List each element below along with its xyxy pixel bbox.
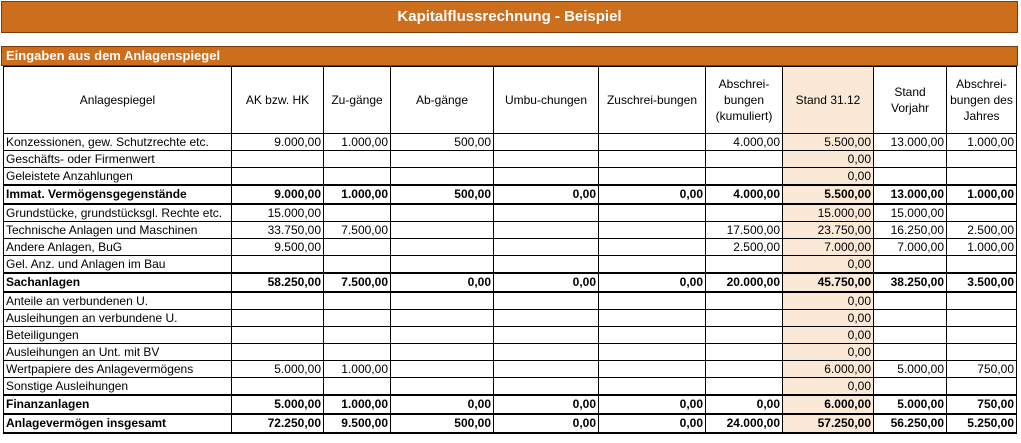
value-cell[interactable] [232, 168, 324, 186]
value-cell[interactable] [324, 327, 391, 344]
value-cell[interactable] [391, 168, 494, 186]
value-cell[interactable] [599, 310, 706, 327]
value-cell[interactable] [391, 344, 494, 361]
value-cell[interactable] [706, 204, 783, 222]
value-cell[interactable]: 57.250,00 [783, 414, 874, 433]
value-cell[interactable] [599, 222, 706, 239]
value-cell[interactable]: 1.000,00 [947, 185, 1017, 204]
value-cell[interactable] [494, 327, 599, 344]
value-cell[interactable]: 5.000,00 [232, 361, 324, 378]
value-cell[interactable] [324, 204, 391, 222]
table-row [4, 134, 1017, 151]
value-cell[interactable] [599, 327, 706, 344]
value-cell[interactable]: 500,00 [391, 134, 494, 151]
value-cell[interactable] [947, 327, 1017, 344]
value-cell[interactable] [706, 361, 783, 378]
row-label-cell[interactable]: Geleistete Anzahlungen [4, 168, 232, 186]
value-cell[interactable]: 0,00 [783, 327, 874, 344]
column-header-cell[interactable]: Anlagespiegel [4, 67, 232, 134]
value-cell[interactable]: 24.000,00 [706, 414, 783, 433]
row-label-cell[interactable]: Grundstücke, grundstücksgl. Rechte etc. [4, 204, 232, 222]
value-cell[interactable] [324, 168, 391, 186]
value-cell[interactable]: 750,00 [947, 395, 1017, 414]
value-cell[interactable] [494, 344, 599, 361]
value-cell[interactable]: 7.000,00 [874, 239, 947, 256]
column-header-cell[interactable]: Zuschrei-bungen [599, 67, 706, 134]
value-cell[interactable] [232, 344, 324, 361]
value-cell[interactable]: 0,00 [783, 168, 874, 186]
value-cell[interactable] [599, 204, 706, 222]
asset-schedule-table [3, 66, 1017, 434]
value-cell[interactable]: 6.000,00 [783, 395, 874, 414]
value-cell[interactable] [494, 361, 599, 378]
subtotal-row [4, 185, 1017, 204]
value-cell[interactable]: 0,00 [783, 151, 874, 168]
value-cell[interactable]: 0,00 [494, 395, 599, 414]
row-label-cell[interactable]: Wertpapiere des Anlagevermögens [4, 361, 232, 378]
value-cell[interactable]: 3.500,00 [947, 273, 1017, 292]
value-cell[interactable]: 72.250,00 [232, 414, 324, 433]
value-cell[interactable] [494, 310, 599, 327]
value-cell[interactable]: 33.750,00 [232, 222, 324, 239]
value-cell[interactable]: 0,00 [783, 344, 874, 361]
value-cell[interactable] [706, 344, 783, 361]
value-cell[interactable]: 5.000,00 [232, 395, 324, 414]
value-cell[interactable]: 5.250,00 [947, 414, 1017, 433]
value-cell[interactable] [599, 378, 706, 396]
value-cell[interactable] [874, 256, 947, 274]
value-cell[interactable] [706, 292, 783, 310]
value-cell[interactable] [947, 292, 1017, 310]
value-cell[interactable]: 7.000,00 [783, 239, 874, 256]
value-cell[interactable]: 4.000,00 [706, 134, 783, 151]
value-cell[interactable] [599, 151, 706, 168]
row-label-cell[interactable]: Anteile an verbundenen U. [4, 292, 232, 310]
value-cell[interactable]: 15.000,00 [874, 204, 947, 222]
value-cell[interactable]: 750,00 [947, 361, 1017, 378]
value-cell[interactable] [391, 292, 494, 310]
value-cell[interactable]: 1.000,00 [947, 134, 1017, 151]
value-cell[interactable] [947, 256, 1017, 274]
value-cell[interactable] [391, 361, 494, 378]
value-cell[interactable] [494, 256, 599, 274]
value-cell[interactable]: 0,00 [783, 292, 874, 310]
value-cell[interactable] [706, 310, 783, 327]
table-row [4, 151, 1017, 168]
value-cell[interactable] [324, 239, 391, 256]
value-cell[interactable]: 17.500,00 [706, 222, 783, 239]
column-header-cell[interactable]: Abschrei-bungen des Jahres [947, 67, 1017, 134]
value-cell[interactable]: 9.000,00 [232, 185, 324, 204]
value-cell[interactable] [391, 310, 494, 327]
value-cell[interactable]: 6.000,00 [783, 361, 874, 378]
value-cell[interactable] [706, 168, 783, 186]
sheet-title: Kapitalflussrechnung - Beispiel [1, 1, 1018, 33]
value-cell[interactable] [232, 310, 324, 327]
value-cell[interactable] [232, 327, 324, 344]
value-cell[interactable] [599, 256, 706, 274]
value-cell[interactable] [391, 239, 494, 256]
table-row [4, 344, 1017, 361]
value-cell[interactable]: 0,00 [599, 273, 706, 292]
value-cell[interactable]: 9.500,00 [232, 239, 324, 256]
value-cell[interactable] [494, 378, 599, 396]
value-cell[interactable]: 7.500,00 [324, 273, 391, 292]
value-cell[interactable]: 9.000,00 [232, 134, 324, 151]
value-cell[interactable] [947, 344, 1017, 361]
value-cell[interactable]: 0,00 [599, 185, 706, 204]
value-cell[interactable] [874, 292, 947, 310]
value-cell[interactable]: 2.500,00 [947, 222, 1017, 239]
value-cell[interactable]: 20.000,00 [706, 273, 783, 292]
column-header-cell[interactable]: Abschrei-bungen (kumuliert) [706, 67, 783, 134]
value-cell[interactable]: 1.000,00 [324, 395, 391, 414]
value-cell[interactable] [599, 344, 706, 361]
value-cell[interactable]: 13.000,00 [874, 134, 947, 151]
value-cell[interactable] [494, 204, 599, 222]
table-row [4, 361, 1017, 378]
row-label-cell[interactable]: Technische Anlagen und Maschinen [4, 222, 232, 239]
column-header-cell[interactable]: Zu-gänge [324, 67, 391, 134]
table-row [4, 310, 1017, 327]
value-cell[interactable] [391, 204, 494, 222]
value-cell[interactable] [706, 256, 783, 274]
value-cell[interactable]: 38.250,00 [874, 273, 947, 292]
table-row [4, 292, 1017, 310]
value-cell[interactable] [494, 134, 599, 151]
value-cell[interactable] [874, 327, 947, 344]
subtotal-row [4, 414, 1017, 433]
table-row [4, 256, 1017, 274]
value-cell[interactable]: 0,00 [494, 414, 599, 433]
value-cell[interactable]: 13.000,00 [874, 185, 947, 204]
value-cell[interactable]: 1.000,00 [324, 185, 391, 204]
column-header-cell[interactable]: Ab-gänge [391, 67, 494, 134]
value-cell[interactable] [947, 151, 1017, 168]
value-cell[interactable]: 15.000,00 [783, 204, 874, 222]
value-cell[interactable] [324, 378, 391, 396]
value-cell[interactable]: 1.000,00 [324, 134, 391, 151]
value-cell[interactable]: 2.500,00 [706, 239, 783, 256]
value-cell[interactable]: 0,00 [391, 395, 494, 414]
value-cell[interactable] [391, 256, 494, 274]
value-cell[interactable] [947, 310, 1017, 327]
value-cell[interactable] [599, 292, 706, 310]
value-cell[interactable] [599, 168, 706, 186]
value-cell[interactable] [391, 327, 494, 344]
row-label-cell[interactable]: Gel. Anz. und Anlagen im Bau [4, 256, 232, 274]
column-header-cell[interactable]: Umbu-chungen [494, 67, 599, 134]
value-cell[interactable] [947, 378, 1017, 396]
table-row [4, 327, 1017, 344]
value-cell[interactable] [232, 151, 324, 168]
value-cell[interactable]: 5.000,00 [874, 361, 947, 378]
value-cell[interactable]: 5.000,00 [874, 395, 947, 414]
value-cell[interactable]: 16.250,00 [874, 222, 947, 239]
value-cell[interactable]: 1.000,00 [324, 361, 391, 378]
row-label-cell[interactable]: Geschäfts- oder Firmenwert [4, 151, 232, 168]
column-header-cell[interactable]: AK bzw. HK [232, 67, 324, 134]
value-cell[interactable]: 0,00 [599, 414, 706, 433]
column-header-cell[interactable]: Stand Vorjahr [874, 67, 947, 134]
value-cell[interactable]: 0,00 [783, 256, 874, 274]
value-cell[interactable] [874, 168, 947, 186]
value-cell[interactable] [324, 256, 391, 274]
value-cell[interactable]: 0,00 [494, 185, 599, 204]
value-cell[interactable]: 5.500,00 [783, 134, 874, 151]
value-cell[interactable] [232, 292, 324, 310]
value-cell[interactable] [874, 344, 947, 361]
value-cell[interactable] [947, 204, 1017, 222]
value-cell[interactable] [874, 378, 947, 396]
section-header: Eingaben aus dem Anlagenspiegel [1, 46, 1018, 66]
value-cell[interactable] [706, 327, 783, 344]
value-cell[interactable]: 0,00 [706, 395, 783, 414]
value-cell[interactable] [391, 151, 494, 168]
value-cell[interactable]: 0,00 [783, 310, 874, 327]
value-cell[interactable] [599, 361, 706, 378]
subtotal-row [4, 273, 1017, 292]
value-cell[interactable] [324, 292, 391, 310]
column-header-cell[interactable]: Stand 31.12 [783, 67, 874, 134]
value-cell[interactable]: 15.000,00 [232, 204, 324, 222]
value-cell[interactable] [324, 344, 391, 361]
row-label-cell[interactable]: Ausleihungen an verbundene U. [4, 310, 232, 327]
value-cell[interactable]: 23.750,00 [783, 222, 874, 239]
row-label-cell[interactable]: Beteiligungen [4, 327, 232, 344]
value-cell[interactable] [494, 292, 599, 310]
value-cell[interactable]: 45.750,00 [783, 273, 874, 292]
value-cell[interactable] [874, 151, 947, 168]
value-cell[interactable] [232, 378, 324, 396]
column-header-row [4, 67, 1017, 134]
value-cell[interactable]: 0,00 [783, 378, 874, 396]
table-row [4, 204, 1017, 222]
value-cell[interactable]: 500,00 [391, 414, 494, 433]
table-row [4, 222, 1017, 239]
value-cell[interactable]: 500,00 [391, 185, 494, 204]
value-cell[interactable] [494, 151, 599, 168]
value-cell[interactable] [391, 222, 494, 239]
value-cell[interactable] [232, 256, 324, 274]
row-label-cell[interactable]: Sachanlagen [4, 273, 232, 292]
value-cell[interactable] [324, 151, 391, 168]
row-label-cell[interactable]: Finanzanlagen [4, 395, 232, 414]
value-cell[interactable]: 58.250,00 [232, 273, 324, 292]
row-label-cell[interactable]: Immat. Vermögensgegenstände [4, 185, 232, 204]
table-row [4, 239, 1017, 256]
value-cell[interactable]: 56.250,00 [874, 414, 947, 433]
row-label-cell[interactable]: Ausleihungen an Unt. mit BV [4, 344, 232, 361]
value-cell[interactable] [706, 151, 783, 168]
value-cell[interactable]: 5.500,00 [783, 185, 874, 204]
row-label-cell[interactable]: Anlagevermögen insgesamt [4, 414, 232, 433]
value-cell[interactable]: 0,00 [599, 395, 706, 414]
value-cell[interactable]: 4.000,00 [706, 185, 783, 204]
value-cell[interactable] [947, 168, 1017, 186]
value-cell[interactable]: 0,00 [391, 273, 494, 292]
value-cell[interactable] [391, 378, 494, 396]
table-row [4, 378, 1017, 396]
subtotal-row [4, 395, 1017, 414]
value-cell[interactable]: 1.000,00 [947, 239, 1017, 256]
table-row [4, 168, 1017, 186]
value-cell[interactable] [599, 134, 706, 151]
value-cell[interactable] [494, 239, 599, 256]
row-label-cell[interactable]: Konzessionen, gew. Schutzrechte etc. [4, 134, 232, 151]
value-cell[interactable] [494, 222, 599, 239]
value-cell[interactable] [599, 239, 706, 256]
value-cell[interactable]: 9.500,00 [324, 414, 391, 433]
value-cell[interactable]: 0,00 [494, 273, 599, 292]
value-cell[interactable] [874, 310, 947, 327]
value-cell[interactable] [494, 168, 599, 186]
value-cell[interactable] [706, 378, 783, 396]
row-label-cell[interactable]: Andere Anlagen, BuG [4, 239, 232, 256]
row-label-cell[interactable]: Sonstige Ausleihungen [4, 378, 232, 396]
value-cell[interactable] [324, 310, 391, 327]
value-cell[interactable]: 7.500,00 [324, 222, 391, 239]
